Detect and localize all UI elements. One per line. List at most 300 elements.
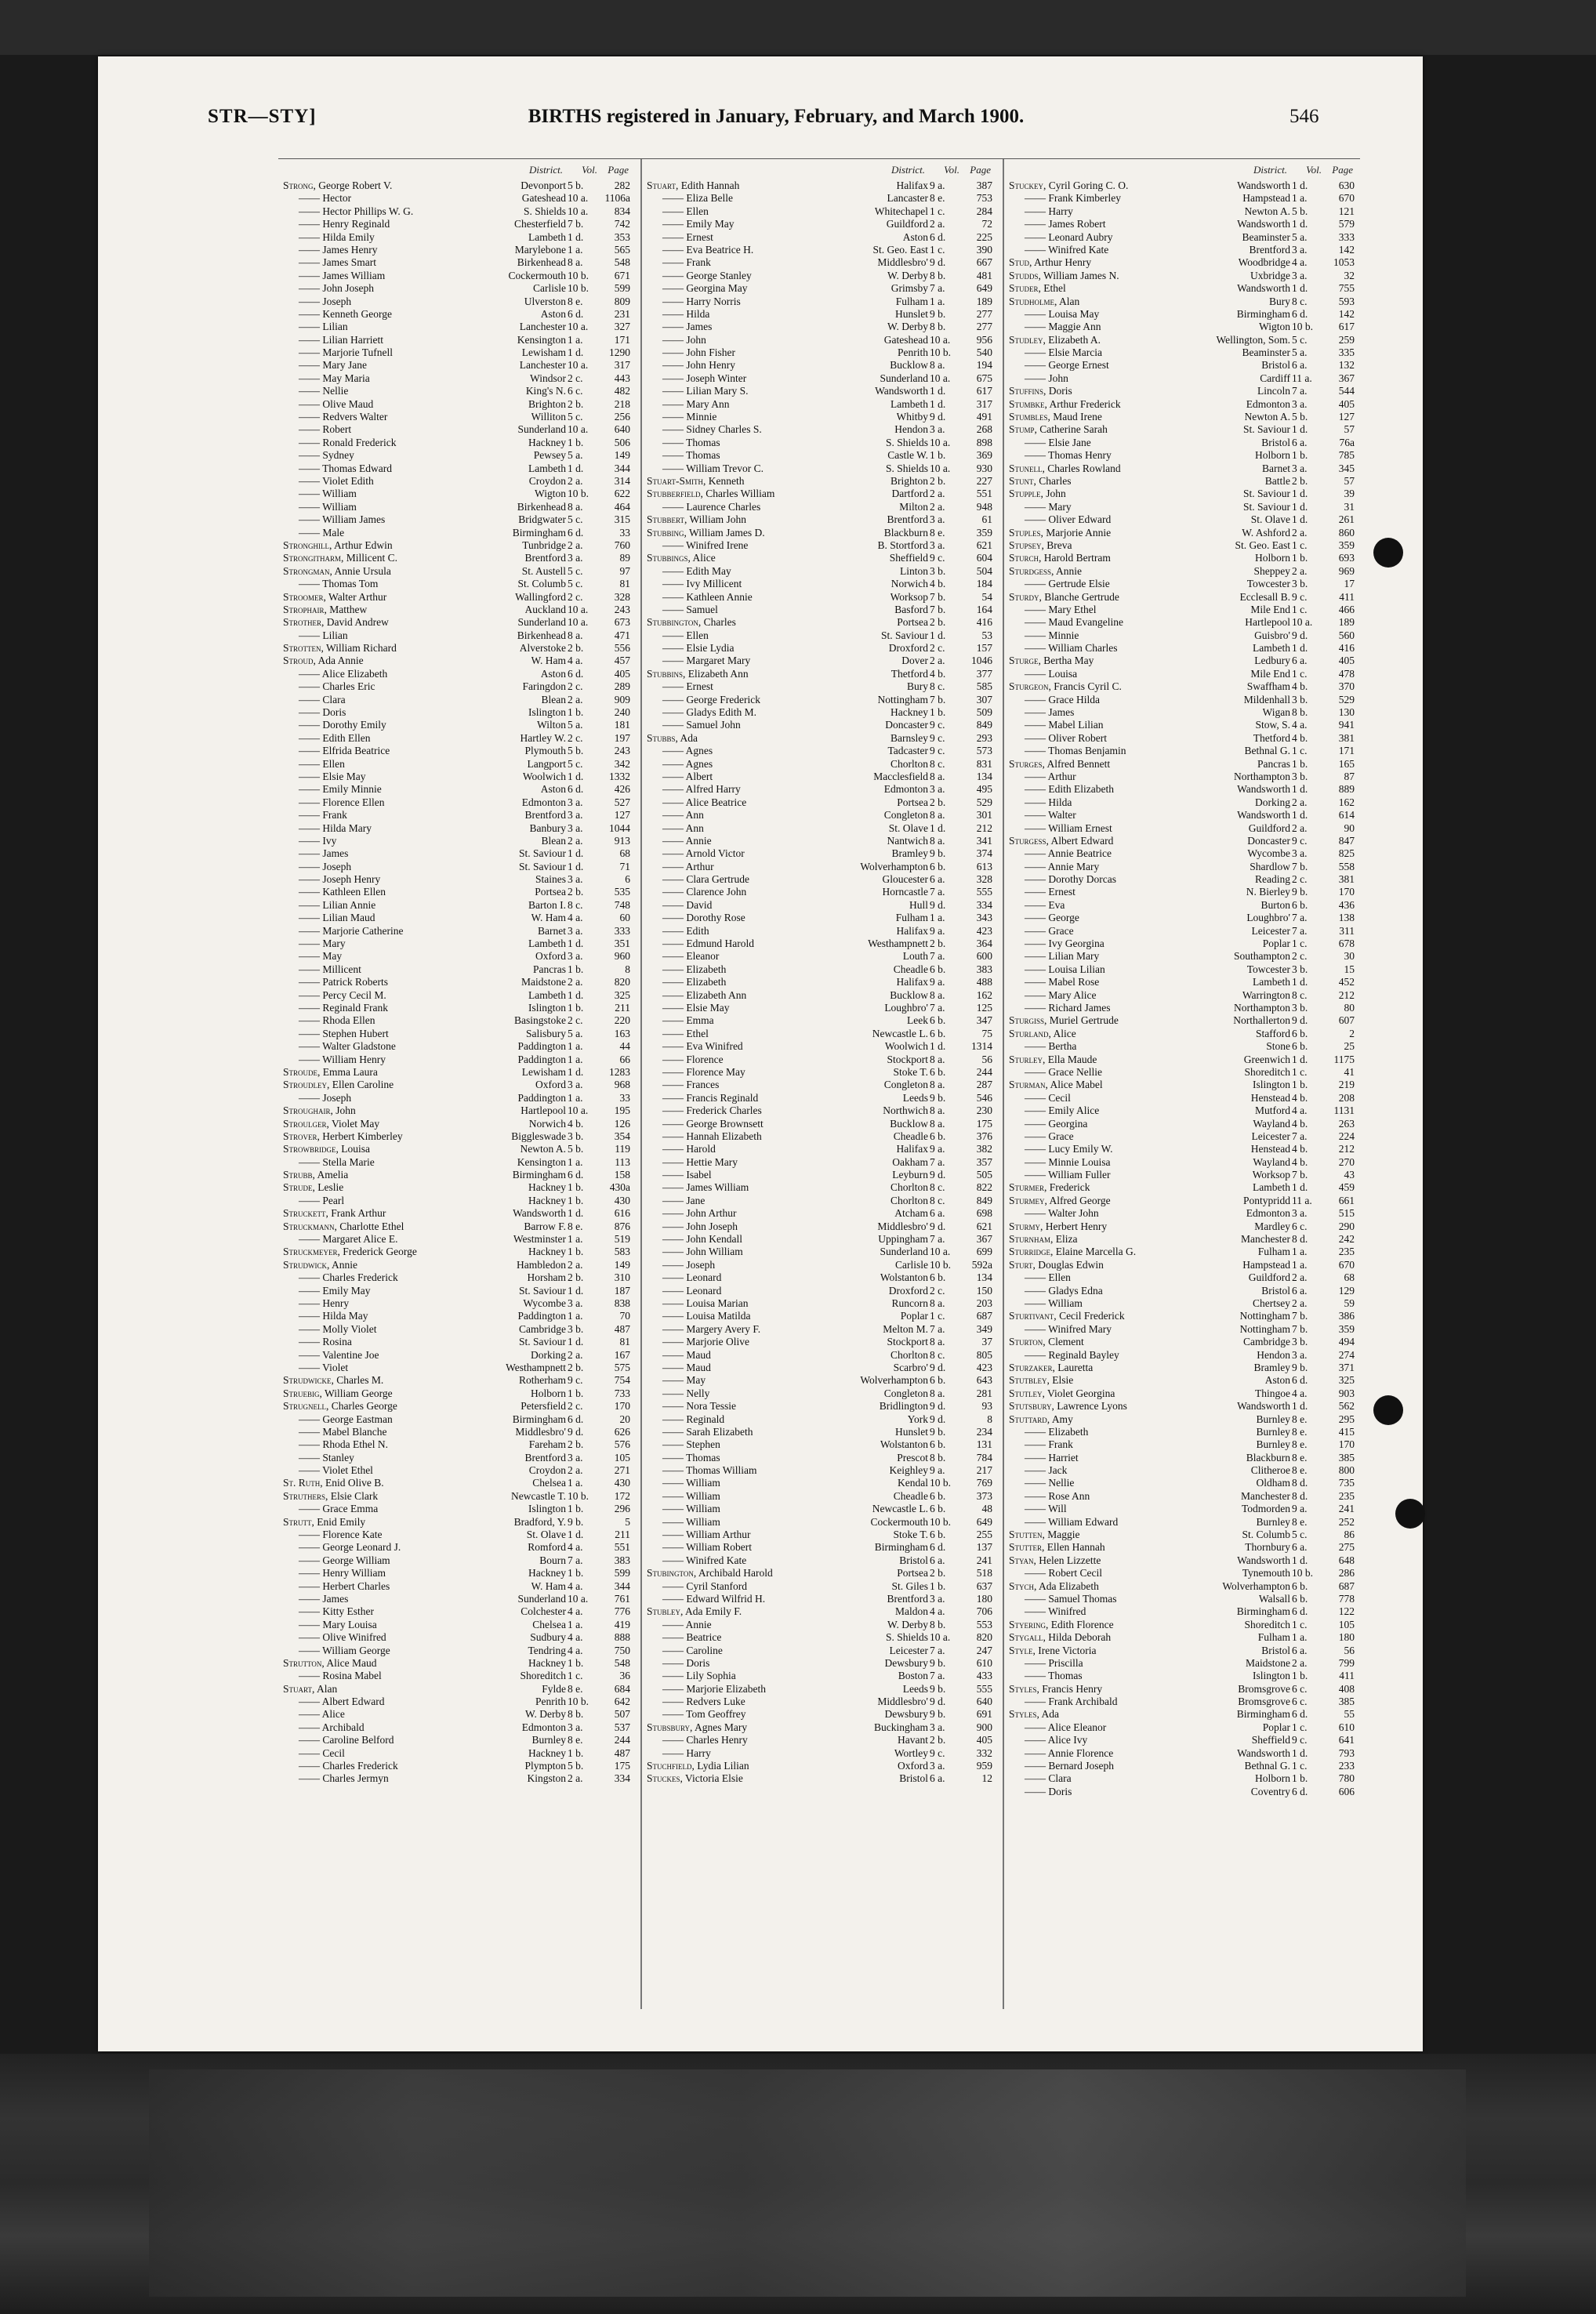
table-row bbox=[647, 296, 997, 308]
page-ref: 171 bbox=[614, 333, 630, 346]
page-ref: 317 bbox=[614, 359, 630, 372]
ditto-dash: —— bbox=[1025, 1143, 1049, 1155]
volume: 7 b. bbox=[1292, 1310, 1308, 1322]
entry-name bbox=[283, 861, 517, 873]
given-names: Thomas Edward bbox=[322, 462, 392, 474]
district: Cheadle bbox=[893, 1489, 928, 1502]
table-row bbox=[283, 1438, 635, 1451]
district: Bristol bbox=[1261, 1284, 1290, 1297]
table-row bbox=[647, 1747, 997, 1760]
ditto-dash: —— bbox=[662, 590, 687, 603]
entry-name bbox=[647, 398, 880, 411]
surname: Strong, bbox=[283, 180, 316, 191]
surname: Stubberfield, bbox=[647, 488, 703, 500]
entry-name bbox=[1009, 1567, 1242, 1580]
entry-name bbox=[647, 771, 880, 783]
given-names: Edith bbox=[686, 924, 709, 937]
table-row bbox=[283, 822, 635, 835]
entry-name bbox=[647, 1619, 880, 1631]
district: Wycombe bbox=[523, 1297, 566, 1309]
surname: Stutley, bbox=[1009, 1387, 1045, 1399]
given-names: Ellen bbox=[686, 629, 709, 641]
entry-name bbox=[283, 192, 517, 205]
district: Wandsworth bbox=[513, 1207, 566, 1220]
table-row bbox=[283, 437, 635, 449]
ditto-dash: —— bbox=[1025, 731, 1049, 744]
entry-name bbox=[1009, 1040, 1242, 1053]
entry-name bbox=[283, 346, 517, 359]
ditto-dash: —— bbox=[1025, 963, 1049, 975]
entry-name bbox=[283, 1387, 517, 1400]
volume: 3 a. bbox=[568, 809, 583, 822]
table-row bbox=[283, 256, 635, 269]
volume: 8 a. bbox=[930, 1053, 945, 1065]
given-names: Patrick Roberts bbox=[322, 976, 388, 988]
page-ref: 359 bbox=[1338, 539, 1355, 551]
table-row bbox=[647, 462, 997, 475]
district: W. Derby bbox=[887, 321, 928, 333]
table-row bbox=[1009, 1374, 1359, 1387]
table-row bbox=[283, 809, 635, 822]
table-row bbox=[283, 1747, 635, 1760]
table-row bbox=[1009, 1760, 1359, 1772]
given-names: Thomas Henry bbox=[1048, 449, 1112, 462]
district: Hackney bbox=[528, 436, 566, 448]
district: St. Olave bbox=[1250, 513, 1290, 526]
surname: Sturges, bbox=[1009, 757, 1045, 770]
volume: 8 c. bbox=[930, 1194, 945, 1206]
page-ref: 551 bbox=[614, 1541, 630, 1554]
district: Dorking bbox=[1255, 796, 1290, 808]
entry-name bbox=[283, 886, 517, 898]
table-row bbox=[283, 423, 635, 436]
table-row bbox=[283, 1349, 635, 1362]
volume: 6 b. bbox=[930, 1271, 946, 1284]
page-ref: 212 bbox=[1338, 1143, 1355, 1155]
district: Dewsbury bbox=[884, 1656, 928, 1669]
entry-name bbox=[1009, 1696, 1242, 1708]
ditto-dash: —— bbox=[1025, 847, 1048, 860]
given-names: Walter Gladstone bbox=[322, 1040, 396, 1053]
volume: 2 b. bbox=[930, 616, 946, 629]
table-row bbox=[647, 1400, 997, 1413]
entry-name bbox=[283, 1657, 517, 1670]
volume: 9 b. bbox=[930, 1656, 946, 1669]
volume: 9 d. bbox=[568, 1425, 584, 1438]
ditto-dash: —— bbox=[662, 719, 687, 731]
page-ref: 649 bbox=[976, 282, 992, 295]
table-row bbox=[1009, 1156, 1359, 1169]
table-row bbox=[1009, 861, 1359, 873]
page-ref: 614 bbox=[1338, 809, 1355, 822]
table-row bbox=[283, 1014, 635, 1027]
table-row bbox=[1009, 1362, 1359, 1374]
given-names: Edith Florence bbox=[1050, 1618, 1114, 1630]
entry-name bbox=[1009, 475, 1242, 488]
table-row bbox=[283, 321, 635, 333]
district: Sunderland bbox=[880, 372, 928, 384]
volume: 1 d. bbox=[1292, 218, 1308, 230]
district: Penrith bbox=[898, 346, 928, 359]
surname: Struckmann, bbox=[283, 1220, 337, 1232]
given-names: George Frederick bbox=[686, 693, 760, 705]
district: Poplar bbox=[900, 1310, 928, 1322]
volume: 10 a. bbox=[930, 1631, 951, 1644]
ditto-dash: —— bbox=[662, 192, 687, 205]
given-names: Sydney bbox=[322, 449, 354, 462]
volume: 8 e. bbox=[568, 1220, 583, 1232]
ditto-dash: —— bbox=[662, 1104, 687, 1117]
given-names: Elizabeth bbox=[1048, 1425, 1089, 1438]
page-ref: 244 bbox=[976, 1065, 992, 1078]
page-ref: 706 bbox=[976, 1605, 992, 1618]
surname: Strophair, bbox=[283, 603, 327, 615]
table-row bbox=[647, 847, 997, 860]
entry-name bbox=[647, 1734, 880, 1746]
table-row bbox=[283, 886, 635, 898]
given-names: William Trevor C. bbox=[686, 462, 764, 474]
table-row bbox=[647, 1362, 997, 1374]
page-ref: 68 bbox=[1344, 1271, 1355, 1284]
district: Dorking bbox=[531, 1348, 566, 1361]
given-names: Elizabeth bbox=[686, 963, 727, 975]
district: Nottingham bbox=[1239, 1322, 1290, 1335]
given-names: James Smart bbox=[322, 256, 376, 269]
district: Leicester bbox=[889, 1644, 928, 1656]
ditto-dash: —— bbox=[299, 667, 322, 680]
table-row bbox=[283, 1696, 635, 1708]
page-ref: 800 bbox=[1338, 1464, 1355, 1477]
given-names: Arthur bbox=[685, 860, 714, 872]
district: Castle W. bbox=[887, 449, 928, 462]
district: Whitby bbox=[896, 411, 928, 423]
table-row bbox=[1009, 771, 1359, 783]
ditto-dash: —— bbox=[299, 1644, 323, 1656]
page-ref: 956 bbox=[976, 333, 992, 346]
district: Shoreditch bbox=[520, 1670, 566, 1682]
given-names: Cecil bbox=[1048, 1091, 1071, 1104]
district: Wandsworth bbox=[1237, 282, 1290, 295]
volume: 10 a. bbox=[568, 321, 589, 333]
ditto-dash: —— bbox=[662, 218, 687, 230]
ditto-dash: —— bbox=[1025, 988, 1049, 1001]
volume: 7 a. bbox=[930, 282, 945, 295]
ditto-dash: —— bbox=[299, 1284, 323, 1297]
ditto-dash: —— bbox=[1025, 436, 1049, 448]
volume: 6 d. bbox=[568, 1169, 584, 1181]
entry-name bbox=[647, 1683, 880, 1696]
page-ref: 187 bbox=[614, 1284, 630, 1297]
given-names: Thomas bbox=[686, 1451, 720, 1463]
district: Hendon bbox=[894, 423, 928, 436]
surname: Strowbridge, bbox=[283, 1143, 339, 1155]
district: Shoreditch bbox=[1244, 1065, 1290, 1078]
page-ref: 376 bbox=[976, 1130, 992, 1142]
page-ref: 142 bbox=[1338, 243, 1355, 256]
district: Biggleswade bbox=[511, 1130, 566, 1142]
given-names: Arnold Victor bbox=[685, 847, 745, 860]
ditto-dash: —— bbox=[1025, 770, 1048, 782]
entry-name bbox=[647, 372, 880, 385]
page-ref: 293 bbox=[976, 731, 992, 744]
given-names: Ada bbox=[1041, 1708, 1060, 1721]
entry-name bbox=[647, 938, 880, 950]
district: Oldham bbox=[1256, 1477, 1290, 1489]
page-ref: 505 bbox=[976, 1169, 992, 1181]
given-names: Walter bbox=[1048, 809, 1076, 822]
district: Lambeth bbox=[1253, 1181, 1290, 1194]
page-ref: 960 bbox=[614, 950, 630, 963]
district: Brentford bbox=[887, 513, 928, 526]
ditto-dash: —— bbox=[662, 1529, 687, 1541]
volume: 3 a. bbox=[568, 1451, 583, 1463]
district: Birkenhead bbox=[517, 629, 566, 641]
district: Halifax bbox=[896, 180, 928, 191]
given-names: Beatrice bbox=[686, 1631, 722, 1644]
page-ref: 56 bbox=[1344, 1644, 1355, 1656]
volume: 2 a. bbox=[1292, 526, 1308, 539]
volume: 9 d. bbox=[930, 1400, 946, 1413]
entry-name bbox=[647, 437, 880, 449]
entry-name bbox=[1009, 1066, 1242, 1079]
table-row bbox=[283, 539, 635, 552]
entry-name bbox=[1009, 372, 1242, 385]
page-ref: 48 bbox=[981, 1503, 992, 1515]
ditto-dash: —— bbox=[299, 1760, 323, 1772]
entry-name bbox=[283, 1426, 517, 1438]
district: Bucklow bbox=[890, 359, 928, 372]
volume: 2 a. bbox=[568, 539, 583, 551]
page-ref: 913 bbox=[614, 834, 630, 847]
ditto-dash: —— bbox=[1025, 912, 1049, 924]
table-row bbox=[1009, 796, 1359, 809]
entry-name bbox=[1009, 513, 1242, 526]
volume: 8 c. bbox=[568, 898, 583, 911]
volume: 1 c. bbox=[1292, 1618, 1308, 1630]
entry-name bbox=[647, 963, 880, 976]
district: Mutford bbox=[1255, 1104, 1290, 1117]
district: Ecclesall B. bbox=[1239, 590, 1290, 603]
page-ref: 754 bbox=[614, 1374, 630, 1387]
ditto-dash: —— bbox=[1025, 1040, 1049, 1053]
table-row bbox=[647, 1529, 997, 1541]
volume: 3 a. bbox=[568, 796, 583, 808]
table-row bbox=[1009, 1772, 1359, 1785]
table-row bbox=[1009, 385, 1359, 397]
entry-name bbox=[283, 1285, 517, 1297]
given-names: Elizabeth Ann bbox=[686, 988, 747, 1001]
given-names: Rosina bbox=[322, 1336, 352, 1348]
district: Bristol bbox=[1261, 1644, 1290, 1656]
ditto-dash: —— bbox=[1025, 1721, 1048, 1733]
column-header bbox=[647, 159, 997, 180]
page-ref: 240 bbox=[614, 706, 630, 719]
volume: 3 a. bbox=[568, 1721, 583, 1733]
ditto-dash: —— bbox=[662, 295, 687, 307]
given-names: Samuel John bbox=[686, 719, 741, 731]
page-ref: 367 bbox=[976, 1233, 992, 1246]
volume: 1 d. bbox=[568, 938, 584, 950]
entry-name bbox=[283, 912, 517, 924]
given-names: Louisa bbox=[1048, 667, 1078, 680]
punch-hole bbox=[1373, 1395, 1403, 1425]
table-row bbox=[283, 1772, 635, 1785]
given-names: Edith Ellen bbox=[322, 731, 371, 744]
district: Halifax bbox=[896, 924, 928, 937]
ditto-dash: —— bbox=[299, 1592, 323, 1605]
table-row bbox=[647, 1297, 997, 1310]
ditto-dash: —— bbox=[662, 706, 687, 719]
district: Blean bbox=[541, 834, 566, 847]
district: Newcastle L. bbox=[872, 1027, 928, 1039]
page-ref: 180 bbox=[1338, 1631, 1355, 1644]
entry-name bbox=[1009, 565, 1242, 578]
ditto-dash: —— bbox=[662, 230, 687, 243]
entry-name bbox=[647, 899, 880, 912]
entry-name bbox=[647, 1477, 880, 1489]
entry-name bbox=[647, 1002, 880, 1014]
page-ref: 748 bbox=[614, 898, 630, 911]
entry-name bbox=[283, 1567, 517, 1580]
volume: 10 a. bbox=[568, 359, 589, 372]
table-row bbox=[283, 205, 635, 218]
volume: 9 b. bbox=[1292, 886, 1308, 898]
district: Congleton bbox=[883, 809, 928, 822]
given-names: Nellie bbox=[322, 385, 349, 397]
page-ref: 820 bbox=[614, 976, 630, 988]
table-row bbox=[647, 1271, 997, 1284]
given-names: Valentine Joe bbox=[322, 1348, 379, 1361]
district: Fulham bbox=[895, 912, 928, 924]
volume: 6 d. bbox=[568, 526, 584, 539]
ditto-dash: —— bbox=[662, 411, 687, 423]
given-names: Leonard bbox=[686, 1284, 722, 1297]
ditto-dash: —— bbox=[662, 1130, 687, 1142]
volume: 2 a. bbox=[1292, 1271, 1308, 1284]
ditto-dash: —— bbox=[1025, 1104, 1049, 1117]
given-names: Charles William bbox=[706, 488, 775, 500]
table-row bbox=[283, 398, 635, 411]
entry-name bbox=[283, 706, 517, 719]
page-ref: 405 bbox=[614, 667, 630, 680]
entry-name bbox=[283, 1054, 517, 1066]
page-ref: 105 bbox=[1338, 1618, 1355, 1630]
page-ref: 41 bbox=[1344, 1065, 1355, 1078]
page-ref: 600 bbox=[976, 950, 992, 963]
table-row bbox=[647, 372, 997, 385]
district: Chesterfield bbox=[514, 218, 566, 230]
page-ref: 234 bbox=[976, 1425, 992, 1438]
ditto-dash: —— bbox=[662, 1374, 687, 1387]
given-names: Ernest bbox=[686, 680, 713, 693]
volume: 8 a. bbox=[568, 500, 583, 513]
ditto-dash: —— bbox=[662, 809, 686, 822]
district: Wandsworth bbox=[1237, 783, 1290, 796]
volume: 5 a. bbox=[1292, 230, 1308, 243]
district: Wolstanton bbox=[880, 1438, 928, 1451]
page-label: Page bbox=[970, 164, 991, 176]
district: Fareham bbox=[528, 1438, 566, 1451]
ditto-dash: —— bbox=[299, 295, 323, 307]
page-ref: 357 bbox=[976, 1155, 992, 1168]
district: Edmonton bbox=[883, 783, 928, 796]
entry-name bbox=[283, 642, 517, 655]
volume: 8 d. bbox=[1292, 1489, 1308, 1502]
page-ref: 760 bbox=[614, 539, 630, 551]
volume: 9 c. bbox=[1292, 834, 1308, 847]
given-names: Walter Arthur bbox=[328, 590, 387, 603]
given-names: Millicent C. bbox=[346, 552, 398, 564]
volume: 9 d. bbox=[930, 411, 946, 423]
district: Coventry bbox=[1250, 1785, 1290, 1797]
entry-name bbox=[647, 449, 880, 462]
district: Wilton bbox=[537, 719, 566, 731]
ditto-dash: —— bbox=[1025, 1322, 1049, 1335]
volume: 6 b. bbox=[930, 1027, 946, 1039]
volume: 6 d. bbox=[930, 230, 946, 243]
district: Edmonton bbox=[521, 1721, 566, 1733]
district: Hackney bbox=[528, 1181, 566, 1194]
given-names: Redvers Luke bbox=[686, 1696, 745, 1708]
volume: 9 b. bbox=[930, 847, 946, 860]
table-row bbox=[647, 1066, 997, 1079]
volume: 6 b. bbox=[930, 1438, 946, 1451]
page-ref: 224 bbox=[1338, 1130, 1355, 1142]
table-row bbox=[283, 1631, 635, 1644]
table-row bbox=[283, 1490, 635, 1503]
ditto-dash: —— bbox=[299, 1091, 323, 1104]
given-names: Elsie Clark bbox=[330, 1489, 379, 1502]
given-names: Tom Geoffrey bbox=[686, 1708, 746, 1721]
table-row bbox=[283, 244, 635, 256]
entry-name bbox=[1009, 411, 1242, 423]
table-row bbox=[647, 1452, 997, 1464]
given-names: Clara Gertrude bbox=[686, 873, 749, 886]
volume: 8 a. bbox=[568, 256, 583, 269]
surname: Stroudley, bbox=[283, 1079, 330, 1091]
entry-name bbox=[647, 1541, 880, 1554]
table-row bbox=[1009, 296, 1359, 308]
ditto-dash: —— bbox=[1025, 1567, 1049, 1580]
page-ref: 1283 bbox=[609, 1065, 630, 1078]
page-ref: 217 bbox=[976, 1464, 992, 1477]
table-row bbox=[647, 1246, 997, 1258]
entry-name bbox=[283, 1233, 517, 1246]
entry-name bbox=[647, 873, 880, 886]
table-row bbox=[283, 1657, 635, 1670]
ditto-dash: —— bbox=[299, 321, 323, 333]
ditto-dash: —— bbox=[662, 1361, 687, 1373]
district: Edmonton bbox=[521, 796, 566, 808]
given-names: Winifred Irene bbox=[686, 539, 749, 551]
district: Burnley bbox=[531, 1734, 566, 1746]
volume: 1 b. bbox=[568, 1567, 584, 1580]
district: Warrington bbox=[1242, 988, 1290, 1001]
district: S. Shields bbox=[885, 462, 928, 474]
page-ref: 5 bbox=[625, 1515, 630, 1528]
page-ref: 518 bbox=[976, 1567, 992, 1580]
district: Leek bbox=[907, 1014, 928, 1027]
volume: 10 a. bbox=[930, 436, 951, 448]
volume: 8 e. bbox=[930, 192, 945, 205]
volume: 1 c. bbox=[930, 205, 945, 217]
volume: 9 b. bbox=[930, 1425, 946, 1438]
table-row bbox=[283, 1593, 635, 1605]
table-row bbox=[1009, 680, 1359, 693]
district: St. Giles bbox=[891, 1580, 928, 1592]
table-row bbox=[647, 976, 997, 988]
entry-name bbox=[1009, 976, 1242, 988]
